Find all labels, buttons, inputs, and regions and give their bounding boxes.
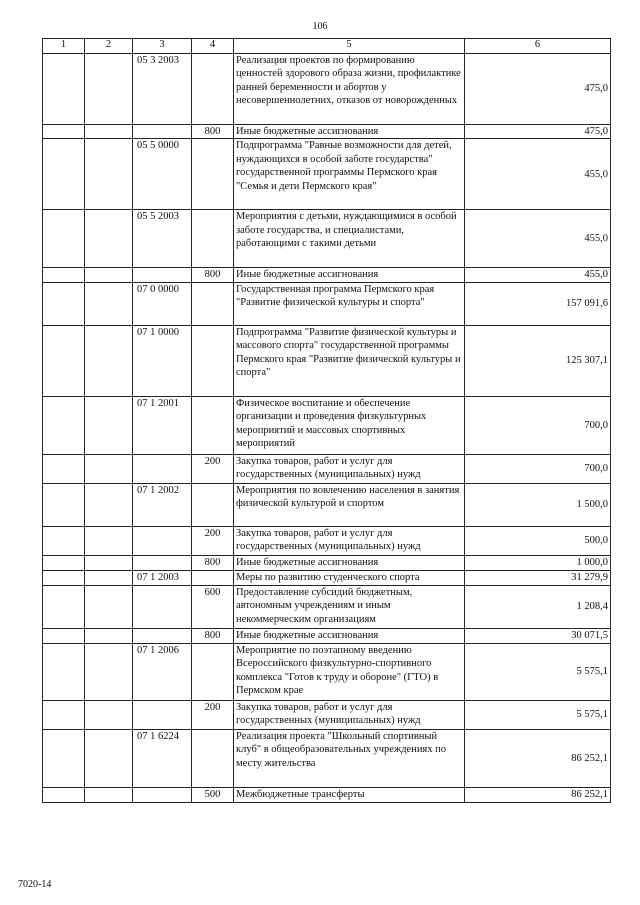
subsection-cell — [85, 139, 133, 210]
expense-type-cell: 200 — [192, 526, 234, 555]
amount-cell: 1 208,4 — [465, 585, 611, 628]
description-cell: Закупка товаров, работ и услуг для государственных (муниципальных) нужд — [234, 526, 465, 555]
target-item-cell — [133, 526, 192, 555]
expense-type-cell: 800 — [192, 125, 234, 139]
target-item-cell: 07 0 0000 — [133, 282, 192, 325]
amount-cell: 500,0 — [465, 526, 611, 555]
expense-type-cell: 200 — [192, 454, 234, 483]
amount-cell: 475,0 — [465, 54, 611, 125]
table-row — [43, 210, 611, 268]
expense-type-cell: 200 — [192, 700, 234, 729]
description-cell: Реализация проекта "Школьный спортивный клуб" в общеобразовательных учреждениях по месту жительства — [234, 729, 465, 787]
table-row — [43, 139, 611, 210]
amount-cell: 455,0 — [465, 210, 611, 268]
table-row — [43, 396, 611, 454]
amount-cell: 1 500,0 — [465, 483, 611, 526]
header-row — [43, 39, 611, 54]
expense-type-cell: 800 — [192, 628, 234, 643]
section-cell — [43, 729, 85, 787]
description-cell: Меры по развитию студенческого спорта — [234, 570, 465, 585]
subsection-cell — [85, 396, 133, 454]
target-item-cell — [133, 628, 192, 643]
target-item-cell — [133, 585, 192, 628]
table-row — [43, 570, 611, 585]
section-cell — [43, 268, 85, 282]
section-cell — [43, 483, 85, 526]
expense-type-cell — [192, 210, 234, 268]
table-row — [43, 526, 611, 555]
document-code: 7020-14 — [18, 879, 52, 890]
target-item-cell — [133, 125, 192, 139]
amount-cell: 700,0 — [465, 454, 611, 483]
section-cell — [43, 700, 85, 729]
description-cell: Предоставление субсидий бюджетным, автономным учреждениям и иным некоммерческим организациям — [234, 585, 465, 628]
table-row — [43, 483, 611, 526]
amount-cell: 700,0 — [465, 396, 611, 454]
subsection-cell — [85, 483, 133, 526]
table-row — [43, 628, 611, 643]
section-cell — [43, 585, 85, 628]
target-item-cell — [133, 700, 192, 729]
table-row — [43, 125, 611, 139]
description-cell: Реализация проектов по формированию ценностей здорового образа жизни, профилактике ранней беременности и абортов у несовершеннолетних, отказов от новорожденных — [234, 54, 465, 125]
table-row — [43, 54, 611, 125]
table-row — [43, 325, 611, 396]
target-item-cell: 07 1 2003 — [133, 570, 192, 585]
column-header: 2 — [85, 39, 133, 54]
expense-type-cell — [192, 139, 234, 210]
target-item-cell — [133, 268, 192, 282]
subsection-cell — [85, 210, 133, 268]
amount-cell: 5 575,1 — [465, 700, 611, 729]
subsection-cell — [85, 729, 133, 787]
amount-cell: 1 000,0 — [465, 555, 611, 570]
amount-cell: 455,0 — [465, 139, 611, 210]
amount-cell: 157 091,6 — [465, 282, 611, 325]
expense-type-cell — [192, 643, 234, 700]
target-item-cell: 07 1 2001 — [133, 396, 192, 454]
section-cell — [43, 139, 85, 210]
subsection-cell — [85, 454, 133, 483]
subsection-cell — [85, 555, 133, 570]
table-row — [43, 643, 611, 700]
section-cell — [43, 396, 85, 454]
section-cell — [43, 54, 85, 125]
expense-type-cell: 800 — [192, 268, 234, 282]
subsection-cell — [85, 325, 133, 396]
column-header: 6 — [465, 39, 611, 54]
table-row — [43, 268, 611, 282]
target-item-cell — [133, 555, 192, 570]
subsection-cell — [85, 125, 133, 139]
column-header: 4 — [192, 39, 234, 54]
section-cell — [43, 555, 85, 570]
page-number: 106 — [312, 21, 328, 32]
description-cell: Межбюджетные трансферты — [234, 787, 465, 802]
description-cell: Закупка товаров, работ и услуг для государственных (муниципальных) нужд — [234, 454, 465, 483]
subsection-cell — [85, 700, 133, 729]
section-cell — [43, 282, 85, 325]
expense-type-cell — [192, 54, 234, 125]
section-cell — [43, 125, 85, 139]
expense-type-cell: 800 — [192, 555, 234, 570]
expense-type-cell — [192, 396, 234, 454]
subsection-cell — [85, 570, 133, 585]
target-item-cell: 07 1 6224 — [133, 729, 192, 787]
expense-type-cell — [192, 570, 234, 585]
description-cell: Иные бюджетные ассигнования — [234, 268, 465, 282]
target-item-cell: 07 1 2006 — [133, 643, 192, 700]
table-row — [43, 282, 611, 325]
target-item-cell: 05 5 0000 — [133, 139, 192, 210]
subsection-cell — [85, 585, 133, 628]
target-item-cell: 05 3 2003 — [133, 54, 192, 125]
amount-cell: 30 071,5 — [465, 628, 611, 643]
table-row — [43, 454, 611, 483]
amount-cell: 475,0 — [465, 125, 611, 139]
target-item-cell: 07 1 0000 — [133, 325, 192, 396]
table-row — [43, 787, 611, 802]
subsection-cell — [85, 787, 133, 802]
section-cell — [43, 787, 85, 802]
description-cell: Иные бюджетные ассигнования — [234, 125, 465, 139]
target-item-cell: 05 5 2003 — [133, 210, 192, 268]
target-item-cell: 07 1 2002 — [133, 483, 192, 526]
column-header: 5 — [234, 39, 465, 54]
amount-cell: 5 575,1 — [465, 643, 611, 700]
description-cell: Закупка товаров, работ и услуг для государственных (муниципальных) нужд — [234, 700, 465, 729]
table-body — [43, 54, 611, 803]
description-cell: Мероприятие по поэтапному введению Всероссийского физкультурно-спортивного комплекса "Готов к труду и обороне" (ГТО) в Пермском крае — [234, 643, 465, 700]
section-cell — [43, 325, 85, 396]
table-row — [43, 585, 611, 628]
table-row — [43, 729, 611, 787]
table-row — [43, 555, 611, 570]
section-cell — [43, 570, 85, 585]
description-cell: Подпрограмма "Развитие физической культуры и массового спорта" государственной программы Пермского края "Развитие физической культуры и спорта" — [234, 325, 465, 396]
section-cell — [43, 526, 85, 555]
column-header: 1 — [43, 39, 85, 54]
target-item-cell — [133, 454, 192, 483]
expense-type-cell — [192, 729, 234, 787]
section-cell — [43, 210, 85, 268]
subsection-cell — [85, 268, 133, 282]
subsection-cell — [85, 526, 133, 555]
subsection-cell — [85, 54, 133, 125]
table-row — [43, 700, 611, 729]
expense-type-cell: 600 — [192, 585, 234, 628]
target-item-cell — [133, 787, 192, 802]
subsection-cell — [85, 282, 133, 325]
section-cell — [43, 628, 85, 643]
expense-type-cell — [192, 325, 234, 396]
column-header: 3 — [133, 39, 192, 54]
subsection-cell — [85, 643, 133, 700]
description-cell: Иные бюджетные ассигнования — [234, 555, 465, 570]
description-cell: Мероприятия с детьми, нуждающимися в особой заботе государства, и специалистами, работающими с такими детьми — [234, 210, 465, 268]
description-cell: Иные бюджетные ассигнования — [234, 628, 465, 643]
description-cell: Подпрограмма "Равные возможности для детей, нуждающихся в особой заботе государства" государственной программы Пермского края "Семья и дети Пермского края" — [234, 139, 465, 210]
section-cell — [43, 454, 85, 483]
budget-table — [42, 38, 611, 803]
expense-type-cell — [192, 282, 234, 325]
amount-cell: 125 307,1 — [465, 325, 611, 396]
description-cell: Государственная программа Пермского края "Развитие физической культуры и спорта" — [234, 282, 465, 325]
subsection-cell — [85, 628, 133, 643]
description-cell: Физическое воспитание и обеспечение организации и проведения физкультурных мероприятий и массовых спортивных мероприятий — [234, 396, 465, 454]
expense-type-cell — [192, 483, 234, 526]
amount-cell: 86 252,1 — [465, 729, 611, 787]
expense-type-cell: 500 — [192, 787, 234, 802]
description-cell: Мероприятия по вовлечению населения в занятия физической культурой и спортом — [234, 483, 465, 526]
amount-cell: 455,0 — [465, 268, 611, 282]
amount-cell: 86 252,1 — [465, 787, 611, 802]
amount-cell: 31 279,9 — [465, 570, 611, 585]
section-cell — [43, 643, 85, 700]
